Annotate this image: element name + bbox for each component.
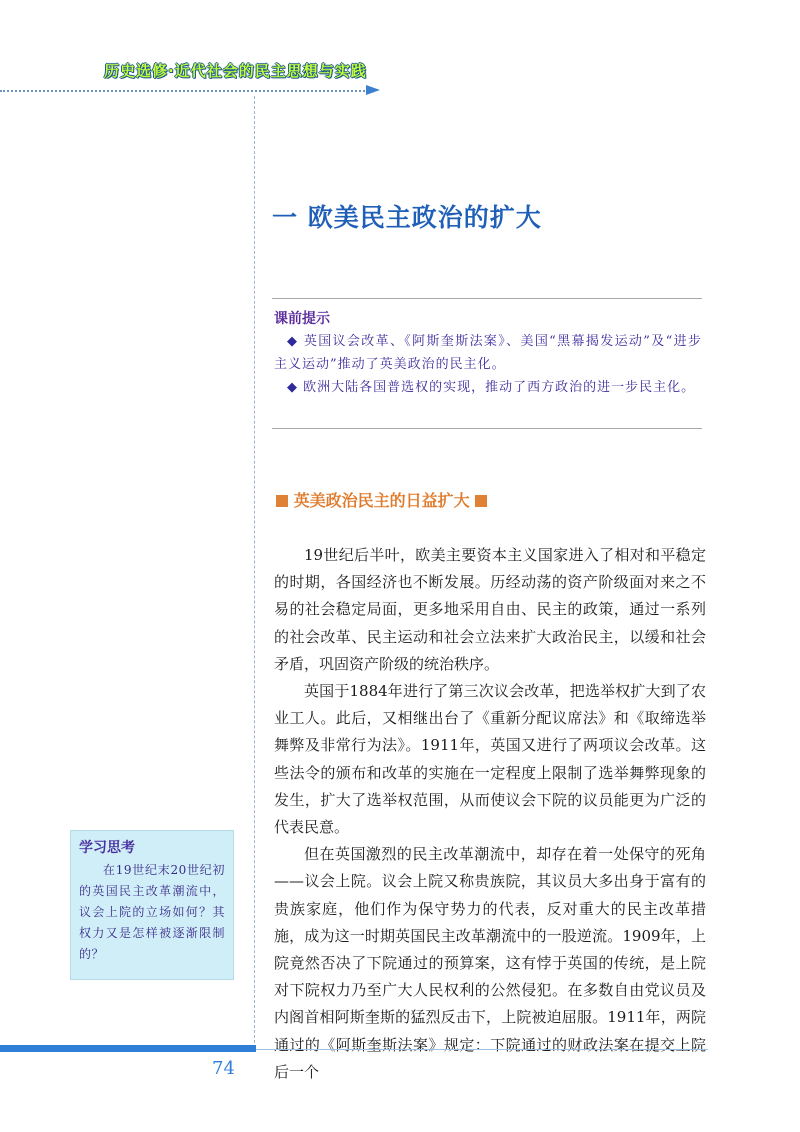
section-heading [276,488,487,511]
section-heading-text: 英美政治民主的日益扩大 [293,491,470,510]
page-number: 74 [212,1058,235,1079]
paragraph: 英国于1884年进行了第三次议会改革，把选举权扩大到了农业工人。此后，又相继出台了《重新分配议席法》和《取缔选举舞弊及非常行为法》。1911年，英国又进行了两项议会改革。这些法令的颁布和改革的实施在一定程度上限制了选举舞弊现象的发生，扩大了选举权范围，从而使议会下院的议员能更为广泛的代表民意。 [274,682,706,837]
footer-bar [0,1045,256,1052]
footer-rule [256,1049,708,1050]
paragraph: 但在英国激烈的民主改革潮流中，却存在着一处保守的死角——议会上院。议会上院又称贵族院，其议员大多出身于富有的贵族家庭，他们作为保守势力的代表，反对重大的民主改革措施，成为这一时期英国民主改革潮流中的一股逆流。1909年，上院竟然否决了下院通过的预算案，这有悖于英国的传统，是上院对下院权力乃至广大人民权利的公然侵犯。在多数自由党议员及内阁首相阿斯奎斯的猛烈反击下，上院被迫屈服。1911年，两院通过的《阿斯奎斯法案》规定：下院通过的财政法案在提交上院后一个 [274,845,706,1081]
tips-top-rule [272,298,702,299]
paragraph: 19世纪后半叶，欧美主要资本主义国家进入了相对和平稳定的时期，各国经济也不断发展。历经动荡的资产阶级面对来之不易的社会稳定局面，更多地采用自由、民主的政策，通过一系列的社会改革、民主运动和社会立法来扩大政治民主，以缓和社会矛盾，巩固资产阶级的统治秩序。 [274,546,706,673]
body-text [274,542,706,1086]
diamond-bullet-icon: ◆ [287,334,299,349]
study-question-text: 在19世纪末20世纪初的英国民主改革潮流中，议会上院的立场如何？其权力又是怎样被逐渐限制的？ [79,863,225,961]
chapter-title: 一 欧美民主政治的扩大 [272,203,542,232]
tips-list [274,330,702,399]
diamond-bullet-icon: ◆ [287,380,298,395]
tips-item-text: 欧洲大陆各国普选权的实现，推动了西方政治的进一步民主化。 [303,380,696,395]
tips-heading: 课前提示 [274,311,330,327]
study-question-heading: 学习思考 [79,840,135,856]
column-divider [254,96,255,1048]
tips-item [274,330,702,376]
header-dotted-rule [0,90,372,92]
square-marker-icon [276,495,288,507]
tips-item [274,376,702,399]
running-header-title: 历史选修·近代社会的民主思想与实践 [104,62,367,80]
study-question-box [70,830,234,980]
tips-bottom-rule [272,428,702,429]
header-arrow-icon [366,85,380,95]
square-marker-icon [475,495,487,507]
tips-item-text: 英国议会改革、《阿斯奎斯法案》、美国“黑幕揭发运动”及“进步主义运动”推动了英美政治的民主化。 [274,334,702,372]
